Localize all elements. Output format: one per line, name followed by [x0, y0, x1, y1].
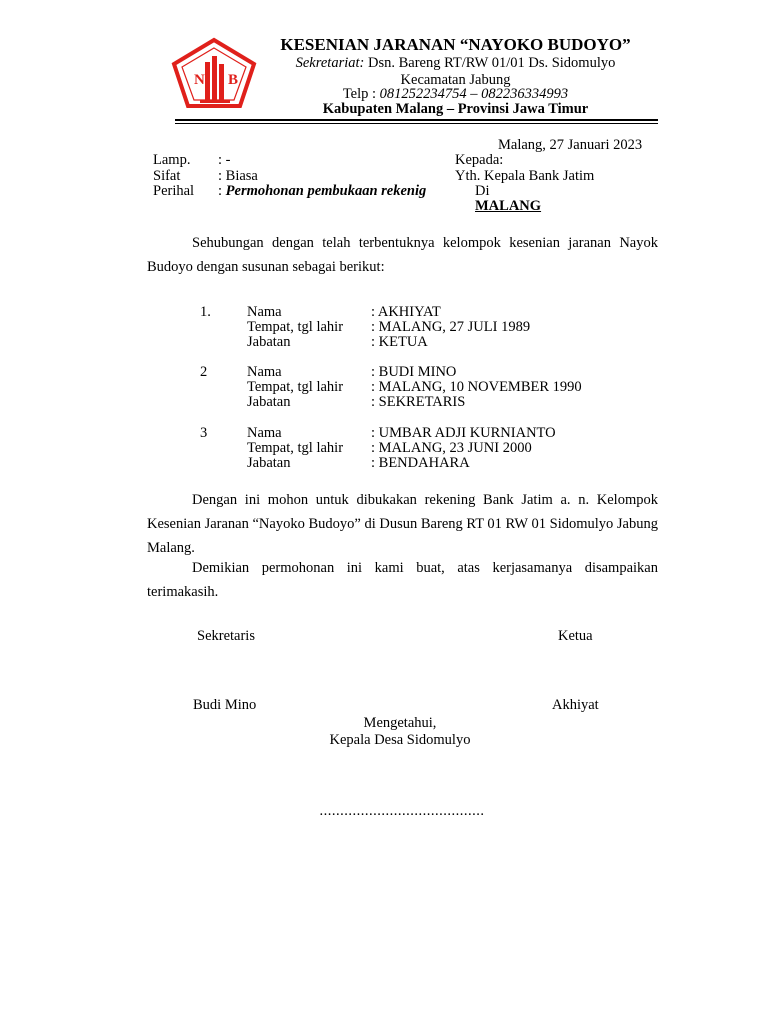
- acknowledger-title: Kepala Desa Sidomulyo: [329, 732, 471, 748]
- perihal-label: Perihal: [153, 183, 195, 199]
- nama-label: Nama: [247, 425, 282, 441]
- sifat-label: Sifat: [153, 168, 181, 184]
- chair-role: Ketua: [558, 628, 593, 644]
- perihal-colon: :: [218, 183, 226, 199]
- recipient-city: MALANG: [475, 198, 542, 214]
- nama-value: : UMBAR ADJI KURNIANTO: [371, 425, 556, 441]
- jabatan-value: : BENDAHARA: [371, 455, 470, 471]
- jabatan-label: Jabatan: [247, 334, 291, 350]
- intro-paragraph: Sehubungan dengan telah terbentuknya kelompok kesenian jaranan Nayok Budoyo dengan susunan sebagai berikut:: [147, 235, 658, 275]
- nama-label: Nama: [247, 304, 282, 320]
- jabatan-label: Jabatan: [247, 455, 291, 471]
- ttl-value: : MALANG, 23 JUNI 2000: [371, 440, 532, 456]
- ttl-value: : MALANG, 10 NOVEMBER 1990: [371, 379, 582, 395]
- chair-name: Akhiyat: [552, 697, 599, 713]
- nama-label: Nama: [247, 364, 282, 380]
- perihal-value: Permohonan pembukaan rekenig: [225, 183, 427, 199]
- signature-blank-line: ........................................: [319, 803, 485, 819]
- district-line: Kecamatan Jabung: [400, 72, 511, 88]
- phone-label: Telp :: [342, 86, 380, 102]
- nama-value: : BUDI MINO: [371, 364, 457, 380]
- acknowledged-label: Mengetahui,: [363, 715, 437, 731]
- perihal-field: [218, 183, 426, 200]
- ttl-value: : MALANG, 27 JULI 1989: [371, 319, 531, 335]
- ttl-label: Tempat, tgl lahir: [247, 379, 344, 395]
- logo-letter-n: N: [194, 72, 205, 88]
- logo-letter-b: B: [228, 72, 239, 88]
- secretary-name: Budi Mino: [193, 697, 257, 713]
- request-paragraph: Dengan ini mohon untuk dibukakan rekening Bank Jatim a. n. Kelompok Kesenian Jaranan “Nayoko Budoyo” di Dusun Bareng RT 01 RW 01 Sidomulyo Jabung Malang.: [147, 492, 658, 556]
- logo-emblem-icon: [170, 36, 258, 112]
- organization-logo: [170, 36, 258, 112]
- kepada-label: Kepada:: [455, 152, 504, 168]
- sifat-value: : Biasa: [218, 168, 258, 184]
- secretariat-address: Dsn. Bareng RT/RW 01/01 Ds. Sidomulyo: [364, 55, 616, 71]
- jabatan-value: : KETUA: [371, 334, 428, 350]
- member-number: 2: [200, 364, 208, 380]
- member-entry: [0, 304, 768, 352]
- place-date: Malang, 27 Januari 2023: [498, 137, 643, 153]
- closing-paragraph: Demikian permohonan ini kami buat, atas kerjasamanya disampaikan terimakasih.: [147, 560, 658, 600]
- recipient: Yth. Kepala Bank Jatim: [455, 168, 595, 184]
- member-entry: [0, 364, 768, 412]
- regency-line: Kabupaten Malang – Provinsi Jawa Timur: [322, 101, 589, 117]
- member-entry: [0, 425, 768, 473]
- letterhead-divider: [175, 119, 658, 121]
- secretariat-line: [263, 55, 648, 72]
- organization-title: KESENIAN JARANAN “NAYOKO BUDOYO”: [280, 35, 631, 54]
- di-label: Di: [475, 183, 490, 199]
- jabatan-value: : SEKRETARIS: [371, 394, 466, 410]
- phone-numbers: 081252234754 – 082236334993: [379, 86, 569, 102]
- secretariat-label: Sekretariat:: [295, 55, 365, 71]
- ttl-label: Tempat, tgl lahir: [247, 319, 344, 335]
- lamp-value: : -: [218, 152, 231, 168]
- secretary-role: Sekretaris: [197, 628, 255, 644]
- jabatan-label: Jabatan: [247, 394, 291, 410]
- member-number: 1.: [200, 304, 211, 320]
- letterhead-divider-thin: [175, 123, 658, 124]
- ttl-label: Tempat, tgl lahir: [247, 440, 344, 456]
- nama-value: : AKHIYAT: [371, 304, 441, 320]
- member-number: 3: [200, 425, 208, 441]
- lamp-label: Lamp.: [153, 152, 191, 168]
